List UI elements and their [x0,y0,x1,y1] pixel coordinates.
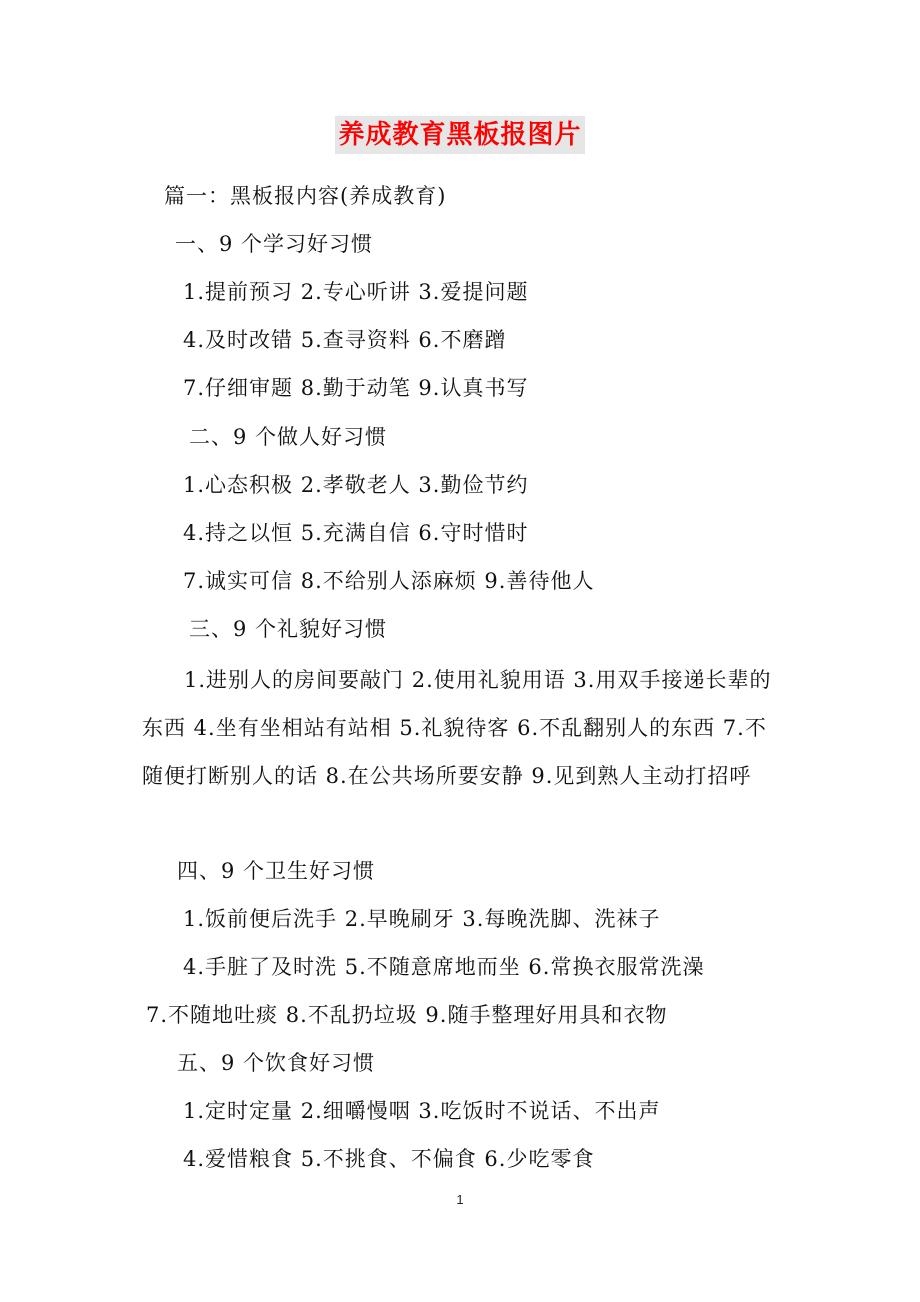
document-title: 养成教育黑板报图片 [335,116,584,154]
title-container [0,116,920,154]
heading-study-habits: 一、9 个学习好习惯 [175,232,374,256]
study-habits-row-1: 1.提前预习 2.专心听讲 3.爱提问题 [183,280,529,304]
hygiene-habits-row-3: 7.不随地吐痰 8.不乱扔垃圾 9.随手整理好用具和衣物 [146,1003,668,1027]
heading-hygiene-habits: 四、9 个卫生好习惯 [177,859,376,883]
hygiene-habits-row-1: 1.饭前便后洗手 2.早晚刷牙 3.每晚洗脚、洗袜子 [183,907,661,931]
study-habits-row-2: 4.及时改错 5.查寻资料 6.不磨蹭 [183,328,507,352]
diet-habits-row-1: 1.定时定量 2.细嚼慢咽 3.吃饭时不说话、不出声 [183,1099,661,1123]
conduct-habits-row-2: 4.持之以恒 5.充满自信 6.守时惜时 [183,521,529,545]
study-habits-row-3: 7.仔细审题 8.勤于动笔 9.认真书写 [183,376,529,400]
courtesy-habits-text: 1.进别人的房间要敲门 2.使用礼貌用语 3.用双手接递长辈的东西 4.坐有坐相站有站相 5.礼貌待客 6.不乱翻别人的东西 7.不随便打断别人的话 8.在公共场所要安静 9.见到熟人主动打招呼 [142,668,772,788]
section-intro-heading: 篇一：黑板报内容(养成教育) [164,184,447,208]
heading-diet-habits: 五、9 个饮食好习惯 [177,1051,376,1075]
conduct-habits-row-3: 7.诚实可信 8.不给别人添麻烦 9.善待他人 [183,569,595,593]
courtesy-habits-paragraph [142,656,782,800]
diet-habits-row-2: 4.爱惜粮食 5.不挑食、不偏食 6.少吃零食 [183,1147,595,1171]
conduct-habits-row-1: 1.心态积极 2.孝敬老人 3.勤俭节约 [183,473,529,497]
page-number: 1 [456,1192,464,1207]
heading-conduct-habits: 二、9 个做人好习惯 [189,425,388,449]
hygiene-habits-row-2: 4.手脏了及时洗 5.不随意席地而坐 6.常换衣服常洗澡 [183,955,705,979]
heading-courtesy-habits: 三、9 个礼貌好习惯 [189,617,388,641]
